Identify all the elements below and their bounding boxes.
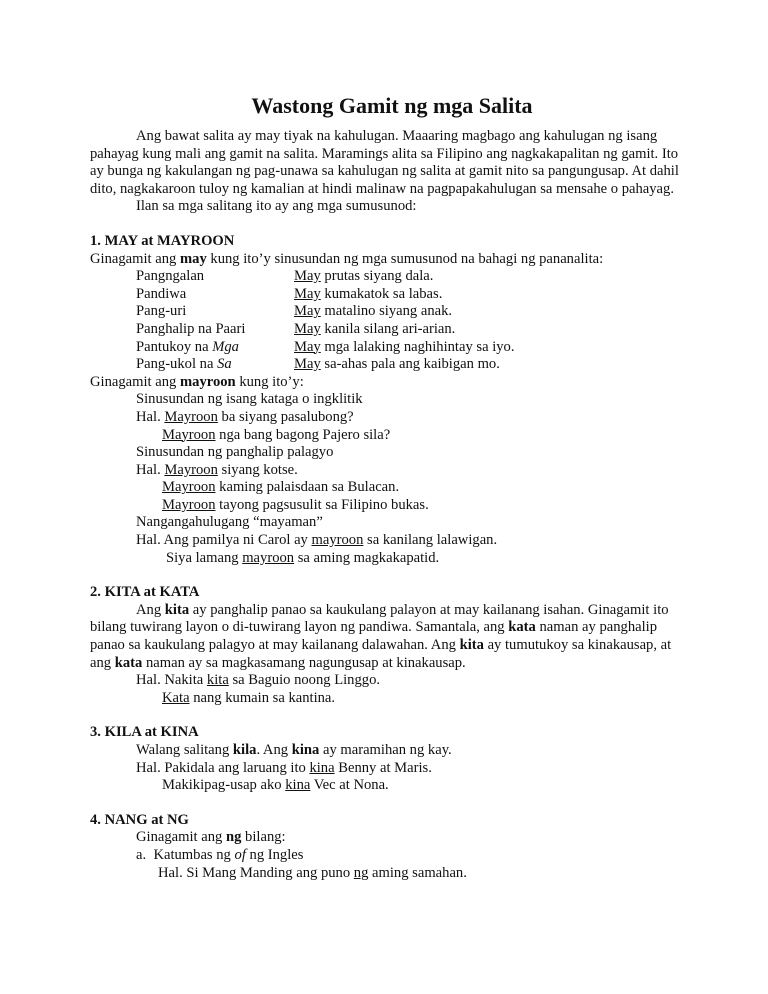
may-examples-table xyxy=(90,268,690,374)
example-line: Hal. Pakidala ang laruang ito kina Benny at Maris. xyxy=(136,759,432,776)
section-heading-nang-ng: 4. NANG at NG xyxy=(90,811,189,828)
part-of-speech: Pang-uri xyxy=(136,303,187,320)
may-usage-intro: Ginagamit ang may kung ito’y sinusundan ng mga sumusunod na bahagi ng pananalita: xyxy=(90,250,604,267)
document-page xyxy=(90,92,690,882)
intro-lead: Ilan sa mga salitang ito ay ang mga sumusunod: xyxy=(136,198,417,215)
example-line: Makikipag-usap ako kina Vec at Nona. xyxy=(162,777,389,794)
list-item-a: a. Katumbas ng of ng Ingles xyxy=(136,846,304,863)
example-line: Kata nang kumain sa kantina. xyxy=(162,689,336,706)
page-title: Wastong Gamit ng mga Salita xyxy=(251,93,533,118)
may-example-row xyxy=(90,303,690,321)
example-line: Mayroon tayong pagsusulit sa Filipino bukas. xyxy=(162,496,429,513)
may-example-row xyxy=(90,268,690,286)
mayroon-rule-3: Nangangahulugang “mayaman” xyxy=(136,514,323,531)
nang-ng-rule: Ginagamit ang ng bilang: xyxy=(136,829,286,846)
may-example-row xyxy=(90,339,690,357)
intro-paragraph: Ang bawat salita ay may tiyak na kahulugan. Maaaring magbago ang kahulugan ng isang pahayag kung mali ang gamit na salita. Maramings alita sa Filipino ang nagkakapalitan ng gamit. Ito ay bunga ng kakulangan ng pag-unawa sa kahulugan ng salita at gamit nito sa pangungusap. At dahil dito, nagkakaroon tuloy ng kamalian at hindi malinaw na pagpapakahulugan sa mensahe o pahayag. xyxy=(90,128,679,197)
example-line: Hal. Ang pamilya ni Carol ay mayroon sa kanilang lalawigan. xyxy=(136,532,498,549)
example-sentence: May mga lalaking naghihintay sa iyo. xyxy=(294,338,515,355)
example-sentence: May kanila silang ari-arian. xyxy=(294,320,456,337)
mayroon-rule-1: Sinusundan ng isang kataga o ingklitik xyxy=(136,391,363,408)
example-line: Mayroon nga bang bagong Pajero sila? xyxy=(162,426,391,443)
kila-kina-rule: Walang salitang kila. Ang kina ay maramihan ng kay. xyxy=(136,742,452,758)
example-line: Siya lamang mayroon sa aming magkakapatid. xyxy=(166,549,440,566)
part-of-speech: Pangngalan xyxy=(136,268,205,285)
example-line: Hal. Si Mang Manding ang puno ng aming samahan. xyxy=(158,864,467,881)
example-line: Mayroon kaming palaisdaan sa Bulacan. xyxy=(162,479,400,496)
part-of-speech: Pantukoy na Mga xyxy=(136,338,239,355)
example-line: Hal. Nakita kita sa Baguio noong Linggo. xyxy=(136,672,381,689)
mayroon-rule-2: Sinusundan ng panghalip palagyo xyxy=(136,444,334,461)
part-of-speech: Pandiwa xyxy=(136,285,187,302)
may-example-row xyxy=(90,356,690,374)
example-sentence: May kumakatok sa labas. xyxy=(294,285,443,302)
mayroon-usage-intro: Ginagamit ang mayroon kung ito’y: xyxy=(90,373,304,390)
example-sentence: May prutas siyang dala. xyxy=(294,268,434,285)
part-of-speech: Pang-ukol na Sa xyxy=(136,356,232,373)
example-line: Hal. Mayroon ba siyang pasalubong? xyxy=(136,408,354,425)
example-sentence: May matalino siyang anak. xyxy=(294,303,453,320)
part-of-speech: Panghalip na Paari xyxy=(136,320,246,337)
section-heading-kita-kata: 2. KITA at KATA xyxy=(90,584,200,601)
kita-kata-paragraph: Ang kita ay panghalip panao sa kaukulang palayon at may kailanang isahan. Ginagamit ito bilang tuwirang layon o di-tuwirang layon ng pandiwa. Samantala, ang kata naman ay panghalip panao sa kaukulang palagyo at may kailanang dalawahan. Ang kita ay tumutukoy sa kinakausap, at ang kata naman ay sa magkasamang nagungusap at kinakausap. xyxy=(90,601,672,671)
example-sentence: May sa-ahas pala ang kaibigan mo. xyxy=(294,356,500,373)
section-heading-may-mayroon: 1. MAY at MAYROON xyxy=(90,232,235,249)
may-example-row xyxy=(90,321,690,339)
example-line: Hal. Mayroon siyang kotse. xyxy=(136,461,298,478)
may-example-row xyxy=(90,286,690,304)
section-heading-kila-kina: 3. KILA at KINA xyxy=(90,724,199,741)
